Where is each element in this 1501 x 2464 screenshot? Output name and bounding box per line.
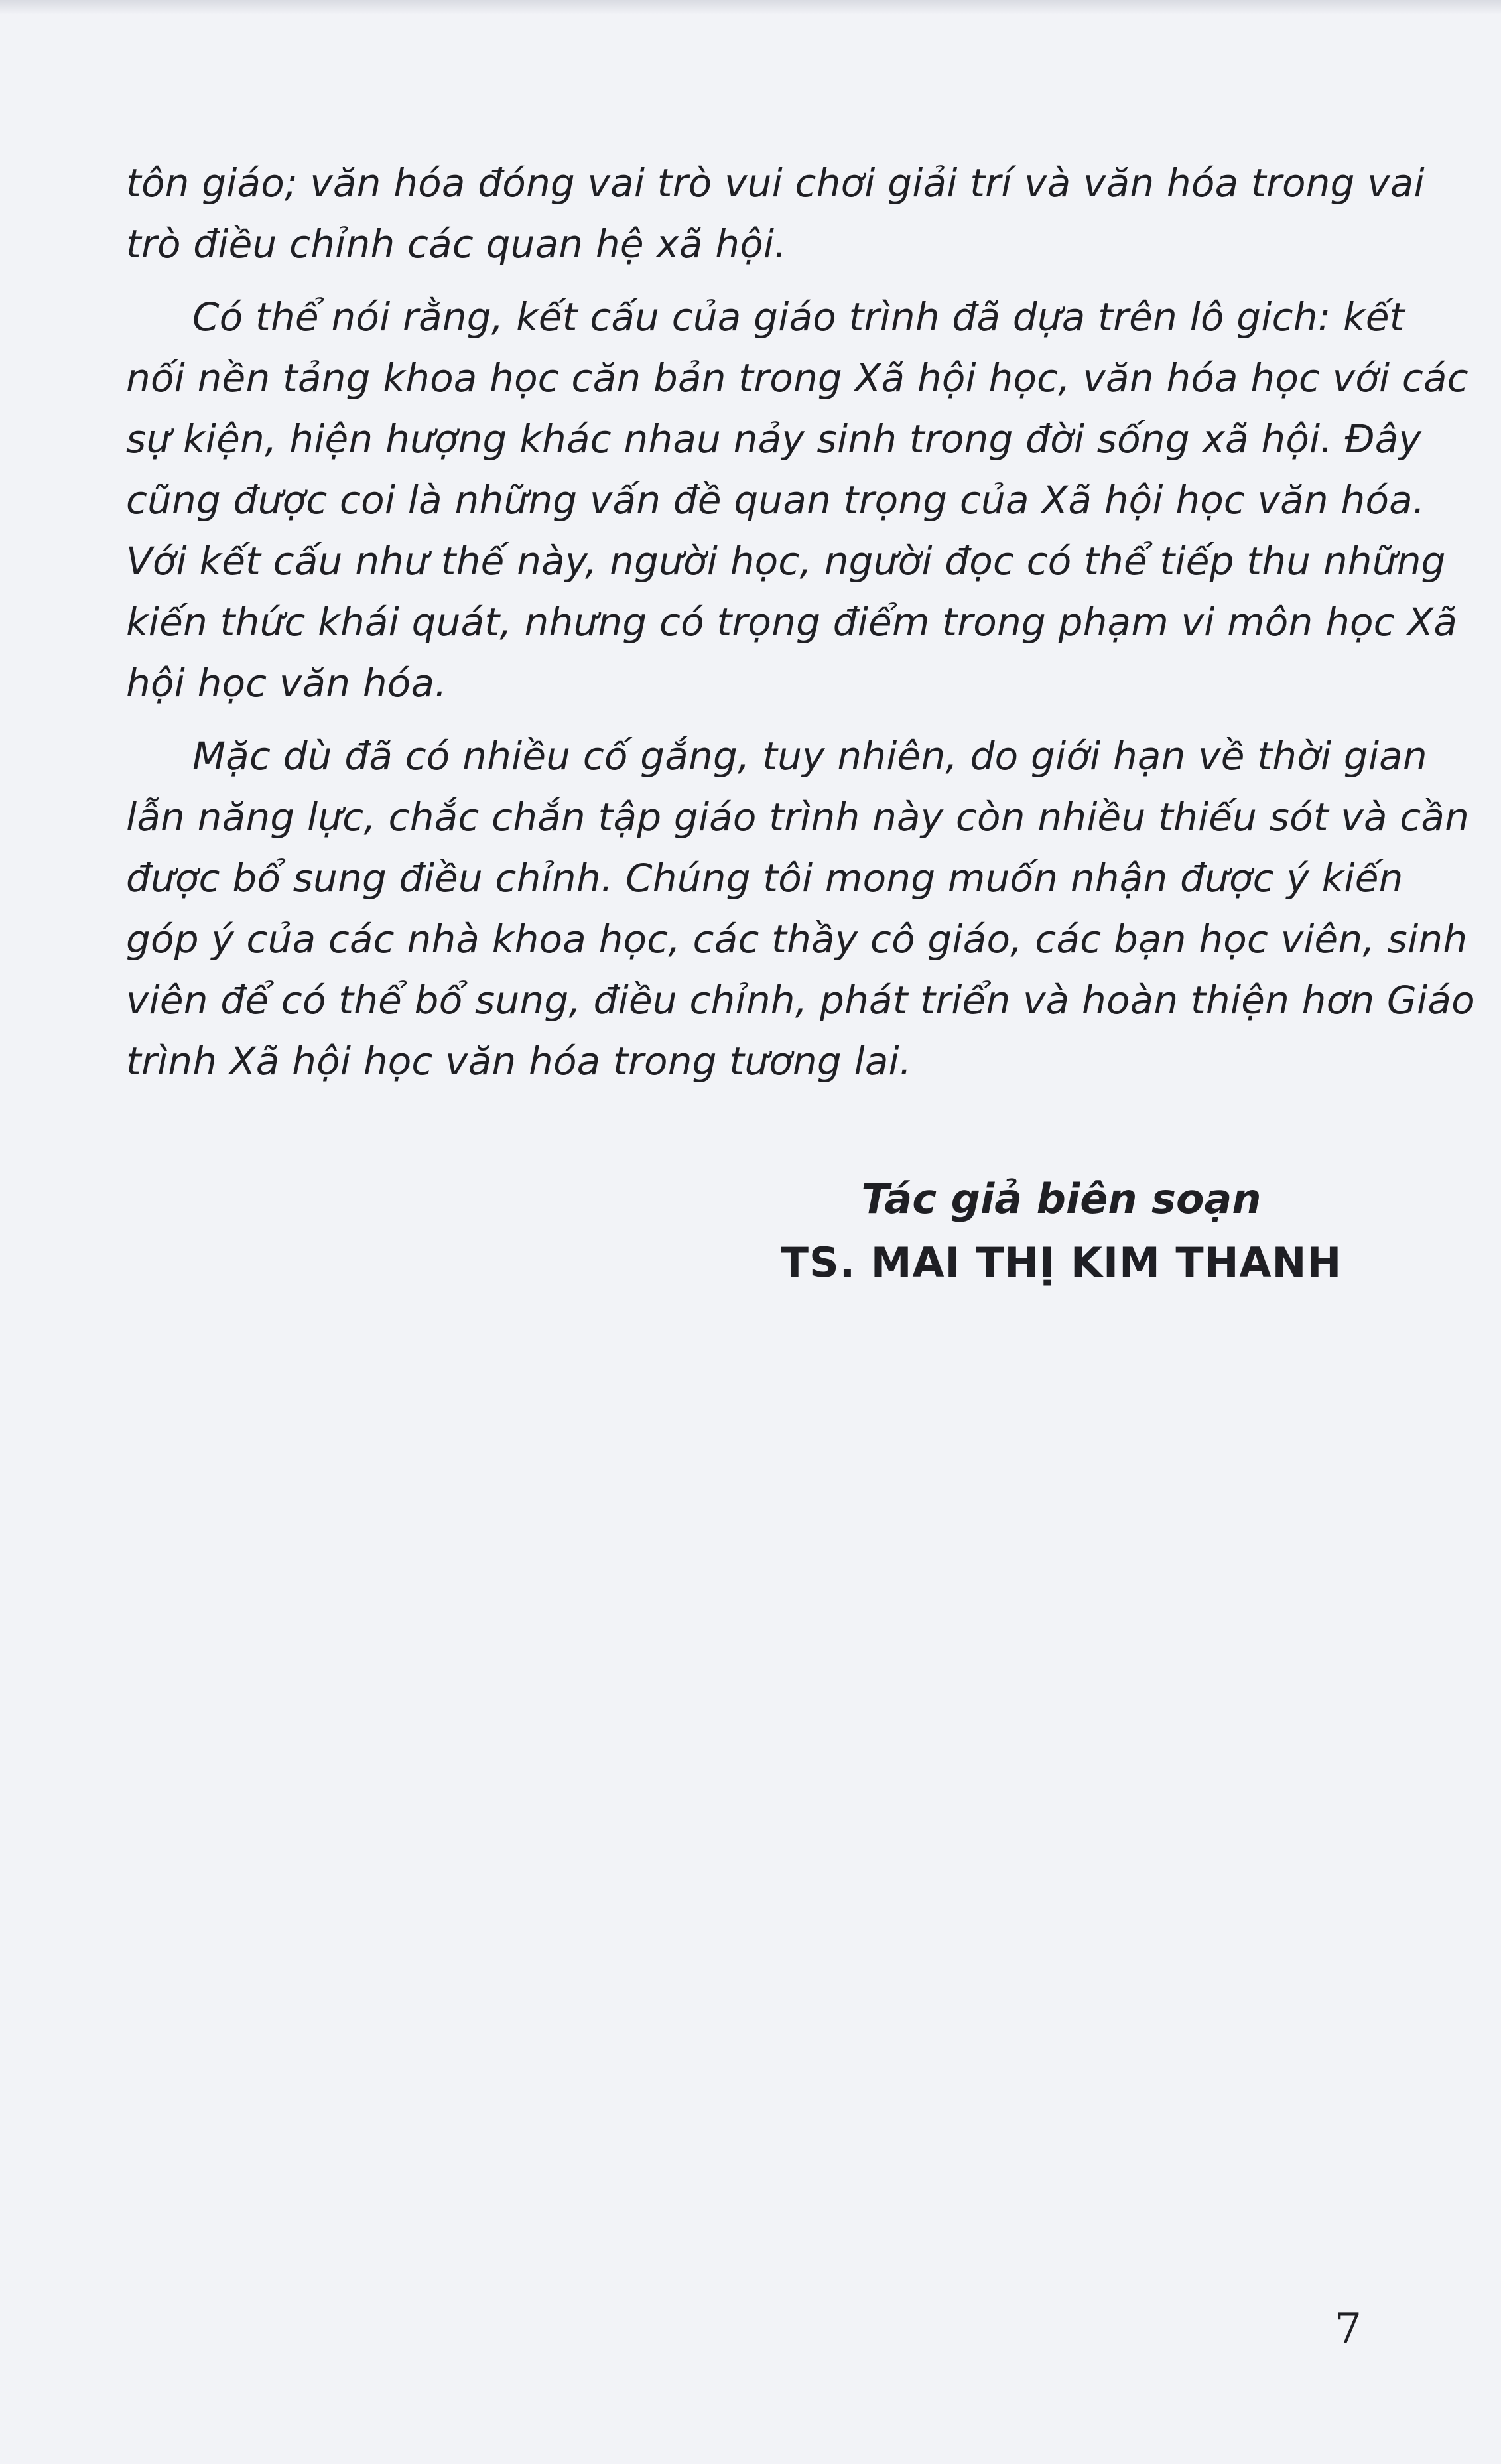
text-line: Có thể nói rằng, kết cấu của giáo trình đã dựa trên lô gich: kết [192,294,1405,340]
text-line: kiến thức khái quát, nhưng có trọng điểm trong phạm vi môn học Xã [126,600,1458,645]
text-line: Với kết cấu như thế này, người học, người đọc có thể tiếp thu những [126,539,1446,584]
text-line: sự kiện, hiện hượng khác nhau nảy sinh trong đời sống xã hội. Đây [126,417,1422,462]
text-line: được bổ sung điều chỉnh. Chúng tôi mong muốn nhận được ý kiến [126,856,1403,901]
paragraph-3 [126,726,1475,1092]
preface-body [126,153,1475,1104]
text-line: Mặc dù đã có nhiều cố gắng, tuy nhiên, do giới hạn về thời gian [192,734,1427,779]
paragraph-2 [126,287,1468,714]
page-top-edge [0,0,1501,15]
paragraph-1 [126,153,1425,275]
text-line: trình Xã hội học văn hóa trong tương lai. [126,1039,912,1084]
text-line: góp ý của các nhà khoa học, các thầy cô giáo, các bạn học viên, sinh [126,917,1468,962]
author-role: Tác giả biên soạn [861,1175,1262,1223]
text-line: hội học văn hóa. [126,661,447,706]
page-number: 7 [1335,2305,1362,2354]
author-name: TS. MAI THỊ KIM THANH [780,1238,1342,1287]
text-line: cũng được coi là những vấn đề quan trọng của Xã hội học văn hóa. [126,478,1425,523]
author-signature [730,1167,1393,1295]
text-line: trò điều chỉnh các quan hệ xã hội. [126,222,787,267]
text-line: nối nền tảng khoa học căn bản trong Xã hội học, văn hóa học với các [126,356,1468,401]
text-line: lẫn năng lực, chắc chắn tập giáo trình này còn nhiều thiếu sót và cần [126,795,1470,840]
text-line: tôn giáo; văn hóa đóng vai trò vui chơi giải trí và văn hóa trong vai [126,161,1425,206]
text-line: viên để có thể bổ sung, điều chỉnh, phát triển và hoàn thiện hơn Giáo [126,978,1475,1023]
